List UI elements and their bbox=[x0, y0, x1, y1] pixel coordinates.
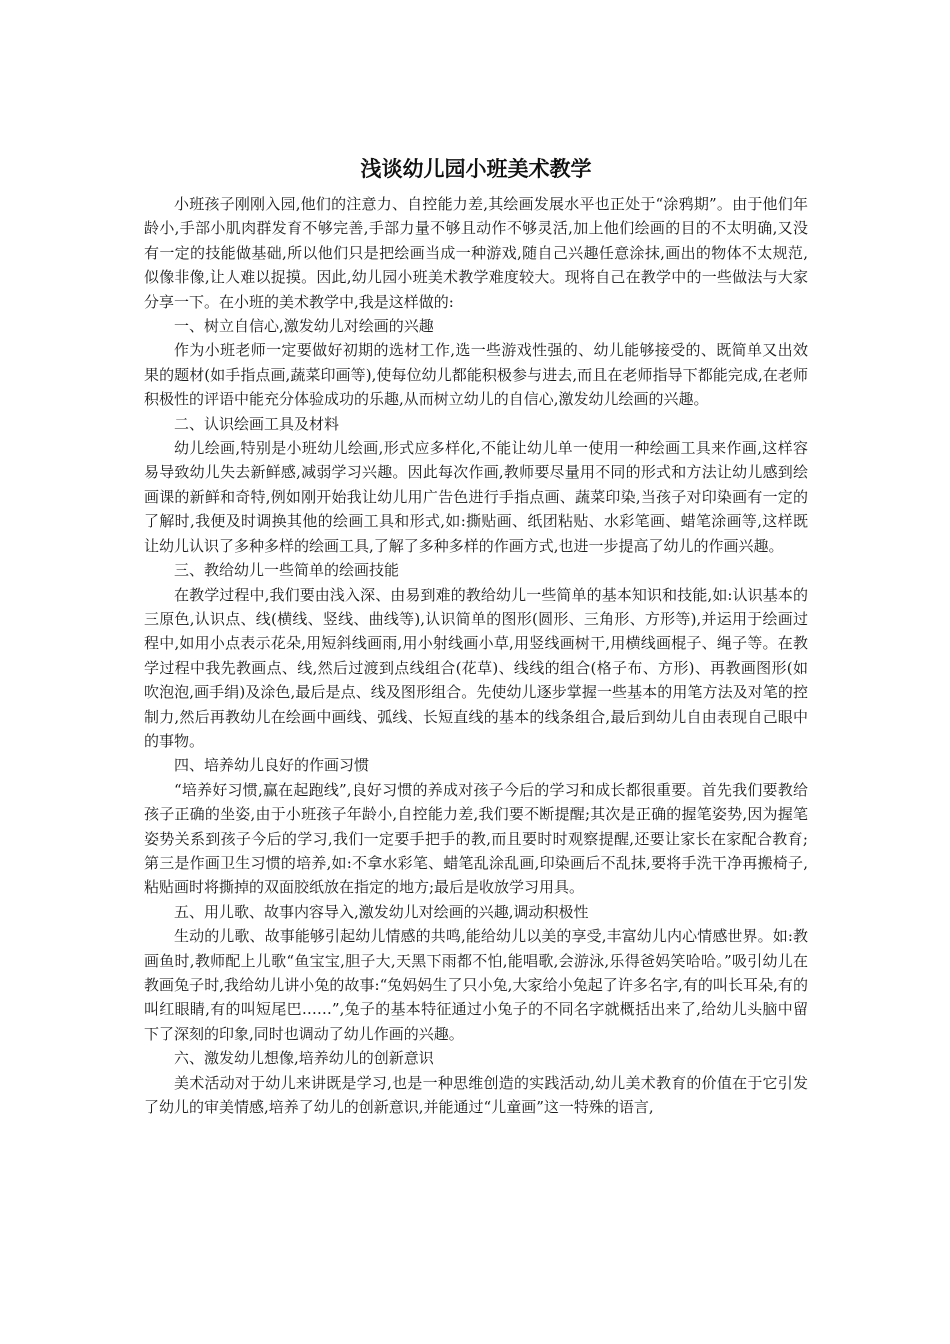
section-4 bbox=[144, 753, 808, 899]
section-body: 幼儿绘画,特别是小班幼儿绘画,形式应多样化,不能让幼儿单一使用一种绘画工具来作画,这样容易导致幼儿失去新鲜感,减弱学习兴趣。因此每次作画,教师要尽量用不同的形式和方法让幼儿感到绘画课的新鲜和奇特,例如刚开始我让幼儿用广告色进行手指点画、蔬菜印染,当孩子对印染画有一定的了解时,我便及时调换其他的绘画工具和形式,如:撕贴画、纸团粘贴、水彩笔画、蜡笔涂画等,这样既让幼儿认识了多种多样的绘画工具,了解了多种多样的作画方式,也进一步提高了幼儿的作画兴趣。 bbox=[144, 439, 808, 555]
section-body: “培养好习惯,赢在起跑线”,良好习惯的养成对孩子今后的学习和成长都很重要。首先我们要教给孩子正确的坐姿,由于小班孩子年龄小,自控能力差,我们要不断提醒;其次是正确的握笔姿势,因为握笔姿势关系到孩子今后的学习,我们一定要手把手的教,而且要时时观察提醒,还要让家长在家配合教育;第三是作画卫生习惯的培养,如:不拿水彩笔、蜡笔乱涂乱画,印染画后不乱抹,要将手洗干净再搬椅子,粘贴画时将撕掉的双面胶纸放在指定的地方;最后是收放学习用具。 bbox=[144, 780, 808, 897]
section-1 bbox=[144, 314, 808, 412]
section-heading: 二、认识绘画工具及材料 bbox=[174, 414, 340, 433]
section-heading: 三、教给幼儿一些简单的绘画技能 bbox=[174, 561, 400, 580]
section-heading: 六、激发幼儿想像,培养幼儿的创新意识 bbox=[174, 1049, 434, 1068]
section-body: 生动的儿歌、故事能够引起幼儿情感的共鸣,能给幼儿以美的享受,丰富幼儿内心情感世界。如:教画鱼时,教师配上儿歌“鱼宝宝,胆子大,天黑下雨都不怕,能唱歌,会游泳,乐得爸妈笑哈哈。”吸引幼儿在教画兔子时,我给幼儿讲小兔的故事:“兔妈妈生了只小兔,大家给小兔起了许多名字,有的叫长耳朵,有的叫红眼睛,有的叫短尾巴……”,兔子的基本特征通过小兔子的不同名字就概括出来了,给幼儿头脑中留下了深刻的印象,同时也调动了幼儿作画的兴趣。 bbox=[144, 927, 808, 1043]
section-5 bbox=[144, 900, 808, 1046]
section-body: 在教学过程中,我们要由浅入深、由易到难的教给幼儿一些简单的基本知识和技能,如:认识基本的三原色,认识点、线(横线、竖线、曲线等),认识简单的图形(圆形、三角形、方形等),并运用于绘画过程中,如用小点表示花朵,用短斜线画雨,用小射线画小草,用竖线画树干,用横线画棍子、绳子等。在教学过程中我先教画点、线,然后过渡到点线组合(花草)、线线的组合(格子布、方形)、再教画图形(如吹泡泡,画手绢)及涂色,最后是点、线及图形组合。先使幼儿逐步掌握一些基本的用笔方法及对笔的控制力,然后再教幼儿在绘画中画线、弧线、长短直线的基本的线条组合,最后到幼儿自由表现自己眼中的事物。 bbox=[144, 585, 808, 750]
intro-paragraph: 小班孩子刚刚入园,他们的注意力、自控能力差,其绘画发展水平也正处于“涂鸦期”。由于他们年龄小,手部小肌肉群发育不够完善,手部力量不够且动作不够灵活,加上他们绘画的目的不太明确,又没有一定的技能做基础,所以他们只是把绘画当成一种游戏,随自己兴趣任意涂抹,画出的物体不太规范,似像非像,让人难以捉摸。因此,幼儿园小班美术教学难度较大。现将自己在教学中的一些做法与大家分享一下。在小班的美术教学中,我是这样做的: bbox=[144, 195, 808, 311]
section-heading: 一、树立自信心,激发幼儿对绘画的兴趣 bbox=[174, 317, 434, 336]
section-2 bbox=[144, 412, 808, 558]
section-heading: 四、培养幼儿良好的作画习惯 bbox=[174, 756, 370, 775]
section-3 bbox=[144, 558, 808, 753]
section-body: 美术活动对于幼儿来讲既是学习,也是一种思维创造的实践活动,幼儿美术教育的价值在于它引发了幼儿的审美情感,培养了幼儿的创新意识,并能通过“儿童画”这一特殊的语言, bbox=[144, 1073, 808, 1117]
section-6 bbox=[144, 1046, 808, 1119]
document-title: 浅谈幼儿园小班美术教学 bbox=[360, 157, 592, 181]
section-body: 作为小班老师一定要做好初期的选材工作,选一些游戏性强的、幼儿能够接受的、既简单又出效果的题材(如手指点画,蔬菜印画等),使每位幼儿都能积极参与进去,而且在老师指导下都能完成,在老师积极性的评语中能充分体验成功的乐趣,从而树立幼儿的自信心,激发幼儿绘画的兴趣。 bbox=[144, 341, 808, 409]
document-page bbox=[144, 154, 808, 1119]
section-heading: 五、用儿歌、故事内容导入,激发幼儿对绘画的兴趣,调动积极性 bbox=[174, 902, 589, 921]
